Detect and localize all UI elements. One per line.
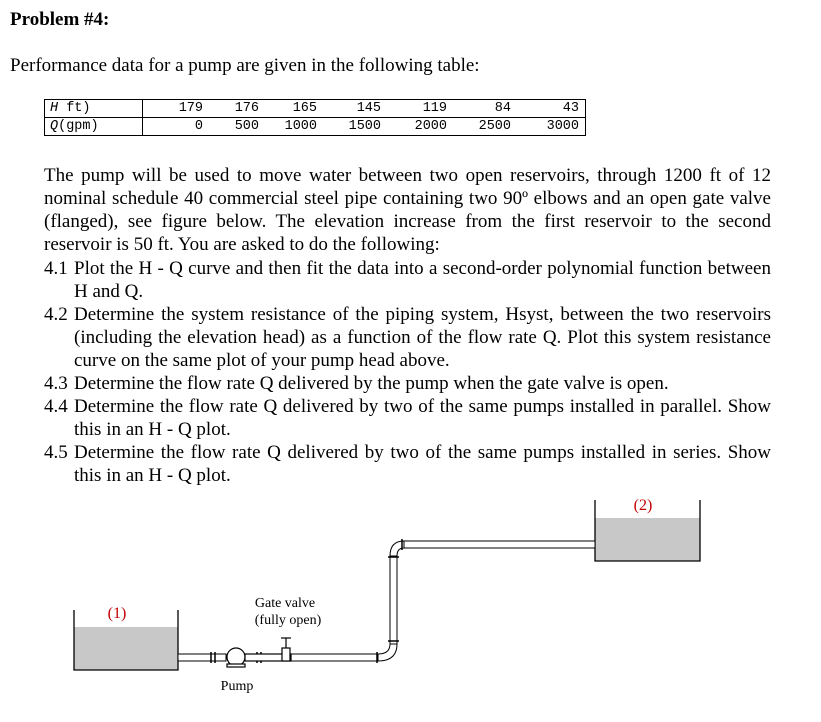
table-cell: 2000 — [387, 118, 453, 136]
pump-label: Pump — [220, 679, 254, 694]
gate-valve-label: Gate valve — [254, 596, 316, 611]
table-cell: 3000 — [517, 118, 586, 136]
list-item — [44, 303, 771, 372]
table-cell: 1000 — [265, 118, 323, 136]
task-text: Determine the flow rate Q delivered by two of the same pumps installed in series. Show this in an H - Q plot. — [74, 442, 771, 486]
task-text: Determine the flow rate Q delivered by two of the same pumps installed in parallel. Show this in an H - Q plot. — [74, 396, 771, 440]
task-text: Determine the flow rate Q delivered by the pump when the gate valve is open. — [74, 373, 669, 394]
list-item — [44, 372, 771, 395]
table-cell: 176 — [234, 101, 259, 116]
problem-description: The pump will be used to move water between two open reservoirs, through 1200 ft of 12 nominal schedule 40 commercial steel pipe containing two 90º elbows and an open gate valve (flanged), see figure below. The elevation increase from the first reservoir to the second reservoir is 50 ft. You are asked to do the following: — [44, 165, 771, 255]
row-header-q: Q(gpm) — [45, 118, 143, 136]
task-number: 4.2 — [44, 304, 68, 325]
task-text: Plot the H - Q curve and then fit the data into a second-order polynomial function between H and Q. — [74, 258, 771, 302]
pump — [227, 648, 291, 667]
pipe — [178, 541, 595, 661]
table-cell: 84 — [494, 101, 511, 116]
row-header-h: H ft) — [45, 100, 143, 118]
task-text: Determine the system resistance of the piping system, Hsyst, between the two reservoirs (including the elevation head) as a function of the flow rate Q. Plot this system resistance curve on the same plot of your pump head above. — [74, 304, 771, 371]
task-list — [44, 257, 771, 487]
reservoir-1-label: (1) — [107, 605, 127, 622]
table-cell: 165 — [292, 101, 317, 116]
task-number: 4.4 — [44, 396, 68, 417]
table-row-flow — [45, 118, 586, 136]
task-number: 4.5 — [44, 442, 68, 463]
reservoir-2-water — [595, 518, 700, 561]
list-item — [44, 257, 771, 303]
reservoir-2-label: (2) — [633, 497, 653, 514]
table-cell: 43 — [562, 101, 579, 116]
table-cell: 1500 — [323, 118, 387, 136]
task-number: 4.3 — [44, 373, 68, 394]
elbow-bottom — [378, 644, 397, 661]
table-cell: 145 — [356, 101, 381, 116]
list-item — [44, 395, 771, 441]
table-row-head — [45, 100, 586, 118]
gate-valve — [281, 638, 291, 661]
performance-table — [44, 99, 586, 136]
intro-text: Performance data for a pump are given in the following table: — [10, 55, 480, 76]
list-item — [44, 441, 771, 487]
table-cell: 119 — [422, 101, 447, 116]
problem-title: Problem #4: — [10, 9, 110, 30]
piping-system-figure — [0, 490, 821, 722]
table-cell: 2500 — [453, 118, 517, 136]
gate-valve-state-label: (fully open) — [254, 613, 322, 628]
table-cell: 0 — [143, 118, 210, 136]
table-cell: 500 — [209, 118, 265, 136]
table-cell: 179 — [178, 101, 203, 116]
task-number: 4.1 — [44, 258, 68, 279]
reservoir-1-water — [74, 627, 178, 670]
